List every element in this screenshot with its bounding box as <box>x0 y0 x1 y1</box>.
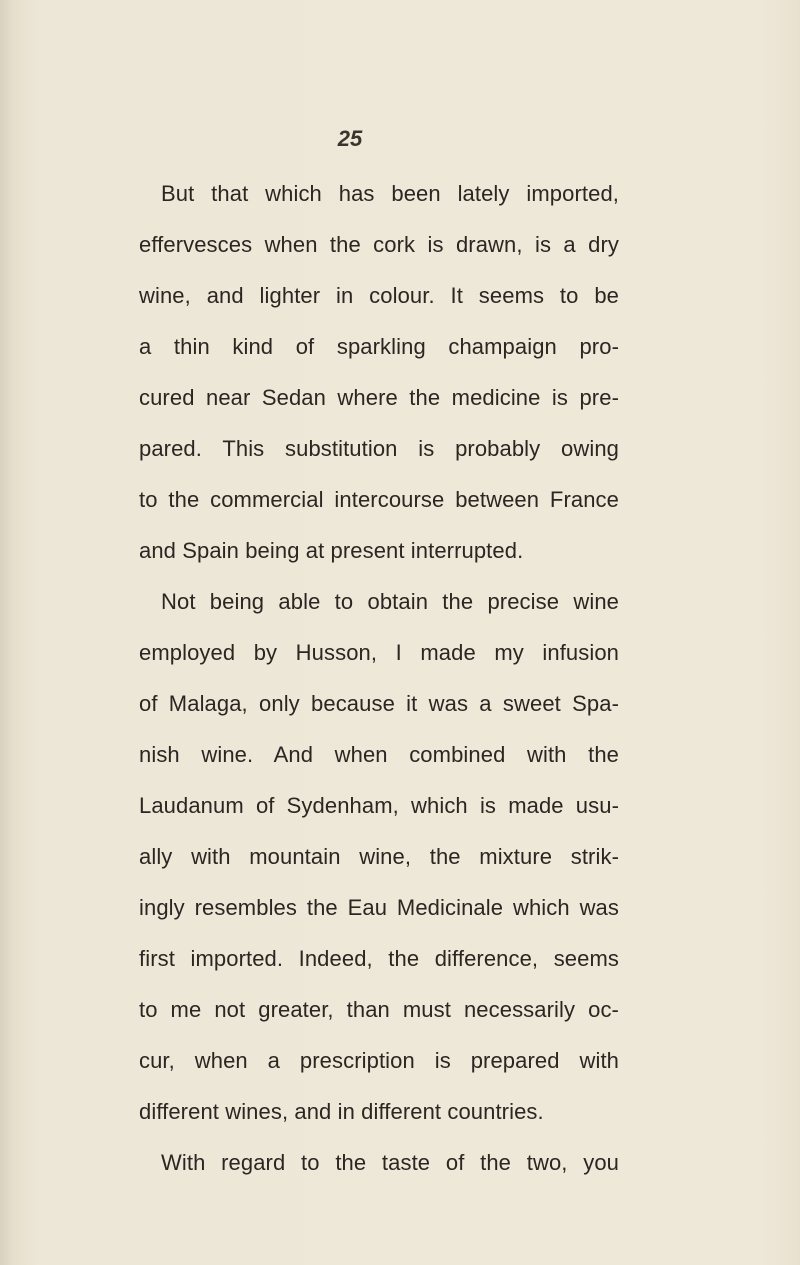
text-line: wine, and lighter in colour. It seems to be <box>139 283 619 308</box>
text-line: employed by Husson, I made my infusion <box>139 640 619 665</box>
text-line: Laudanum of Sydenham, which is made usu- <box>139 793 619 818</box>
text-line: cured near Sedan where the medicine is pre- <box>139 385 619 410</box>
page-number: 25 <box>337 126 363 151</box>
text-line: to me not greater, than must necessarily oc- <box>139 997 619 1022</box>
text-line: effervesces when the cork is drawn, is a dry <box>139 232 619 257</box>
text-line: With regard to the taste of the two, you <box>161 1150 619 1175</box>
text-line: But that which has been lately imported, <box>161 181 619 206</box>
text-line: and Spain being at present interrupted. <box>139 538 524 563</box>
body-text <box>139 168 619 1188</box>
text-line: cur, when a prescription is prepared with <box>139 1048 619 1073</box>
text-line: ally with mountain wine, the mixture strik- <box>139 844 619 869</box>
text-line: ingly resembles the Eau Medicinale which was <box>139 895 619 920</box>
text-line: different wines, and in different countries. <box>139 1099 544 1124</box>
text-line: Not being able to obtain the precise wine <box>161 589 619 614</box>
text-line: first imported. Indeed, the difference, seems <box>139 946 619 971</box>
text-line: a thin kind of sparkling champaign pro- <box>139 334 619 359</box>
text-line: pared. This substitution is probably owing <box>139 436 619 461</box>
text-line: nish wine. And when combined with the <box>139 742 619 767</box>
text-line: to the commercial intercourse between France <box>139 487 619 512</box>
text-line: of Malaga, only because it was a sweet Spa- <box>139 691 619 716</box>
